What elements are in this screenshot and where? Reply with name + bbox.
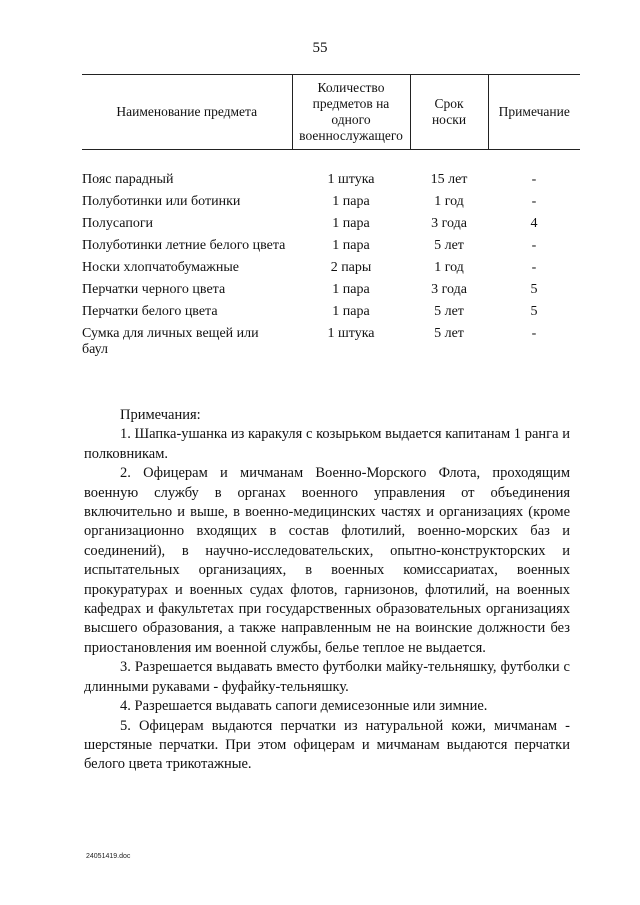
cell-term: 1 год: [434, 260, 464, 275]
header-note: Примечание: [488, 75, 580, 150]
cell-quantity: 1 пара: [332, 194, 370, 209]
cell-note: -: [531, 238, 537, 253]
cell-name: Полуботинки летние белого цвета: [82, 238, 286, 253]
cell-name: Перчатки черного цвета: [82, 282, 226, 297]
note-item-5: 5. Офицерам выдаются перчатки из натуральной кожи, мичманам - шерстяные перчатки. При этом офицерам и мичманам выдаются перчатки белого цвета трикотажные.: [84, 717, 570, 773]
header-name: Наименование предмета: [82, 75, 292, 150]
cell-name: Полусапоги: [82, 216, 154, 231]
cell-term: 5 лет: [434, 326, 464, 341]
cell-quantity: 1 пара: [332, 304, 370, 319]
cell-note: -: [531, 326, 537, 341]
cell-name: Сумка для личных вещей или баул: [82, 326, 259, 357]
cell-note: -: [531, 172, 537, 187]
cell-quantity: 1 пара: [332, 238, 370, 253]
notes-title: Примечания:: [120, 407, 201, 423]
cell-term: 1 год: [434, 194, 464, 209]
cell-term: 3 года: [431, 216, 467, 231]
cell-note: 5: [530, 282, 538, 297]
cell-quantity: 1 штука: [327, 172, 375, 187]
note-item-4: 4. Разрешается выдавать сапоги демисезонные или зимние.: [120, 698, 488, 715]
table-row: [82, 194, 580, 216]
cell-name: Носки хлопчатобумажные: [82, 260, 239, 275]
notes-section: [84, 406, 570, 775]
cell-quantity: 1 пара: [332, 282, 370, 297]
cell-term: 5 лет: [434, 304, 464, 319]
page-number: 55: [312, 40, 328, 56]
cell-name: Пояс парадный: [82, 172, 174, 187]
items-table: [82, 74, 580, 364]
table-row: [82, 172, 580, 194]
cell-note: 4: [530, 216, 538, 231]
cell-name: Полуботинки или ботинки: [82, 194, 241, 209]
cell-quantity: 1 пара: [332, 216, 370, 231]
cell-term: 5 лет: [434, 238, 464, 253]
note-item-2: 2. Офицерам и мичманам Военно-Морского Флота, проходящим военную службу в органах военного управления от объединения включительно и выше, в военно-медицинских частях и организациях (кроме организационно входящих в состав флотилий, военно-морских баз и соединений), в научно-исследовательских, опытно-конструкторских и испытательных организациях, в военных комиссариатах, военных прокуратурах и военных судах флотов, гарнизонов, флотилий, на военных кафедрах и факультетах при государственных образовательных организациях высшего образования, а также направленным не на воинские должности без приостановления им военной службы, белье теплое не выдается.: [84, 465, 570, 656]
cell-note: -: [531, 260, 537, 275]
table-row: [82, 304, 580, 326]
footer-filename: 24051419.doc: [86, 853, 131, 860]
table-header-row: [82, 75, 580, 150]
cell-term: 3 года: [431, 282, 467, 297]
table-row: [82, 260, 580, 282]
cell-term: 15 лет: [430, 172, 468, 187]
cell-name: Перчатки белого цвета: [82, 304, 218, 319]
table-row: [82, 282, 580, 304]
table-row: [82, 238, 580, 260]
note-item-3: 3. Разрешается выдавать вместо футболки майку-тельняшку, футболки с длинными рукавами - фуфайку-тельняшку.: [84, 659, 570, 695]
cell-quantity: 1 штука: [327, 326, 375, 341]
cell-note: 5: [530, 304, 538, 319]
header-quantity: Количество предметов на одного военнослужащего: [292, 75, 410, 150]
table-row: [82, 216, 580, 238]
cell-quantity: 2 пары: [330, 260, 372, 275]
cell-note: -: [531, 194, 537, 209]
table-row: [82, 326, 580, 364]
header-term: Срок носки: [410, 75, 488, 150]
note-item-1: 1. Шапка-ушанка из каракуля с козырьком выдается капитанам 1 ранга и полковникам.: [84, 426, 570, 462]
